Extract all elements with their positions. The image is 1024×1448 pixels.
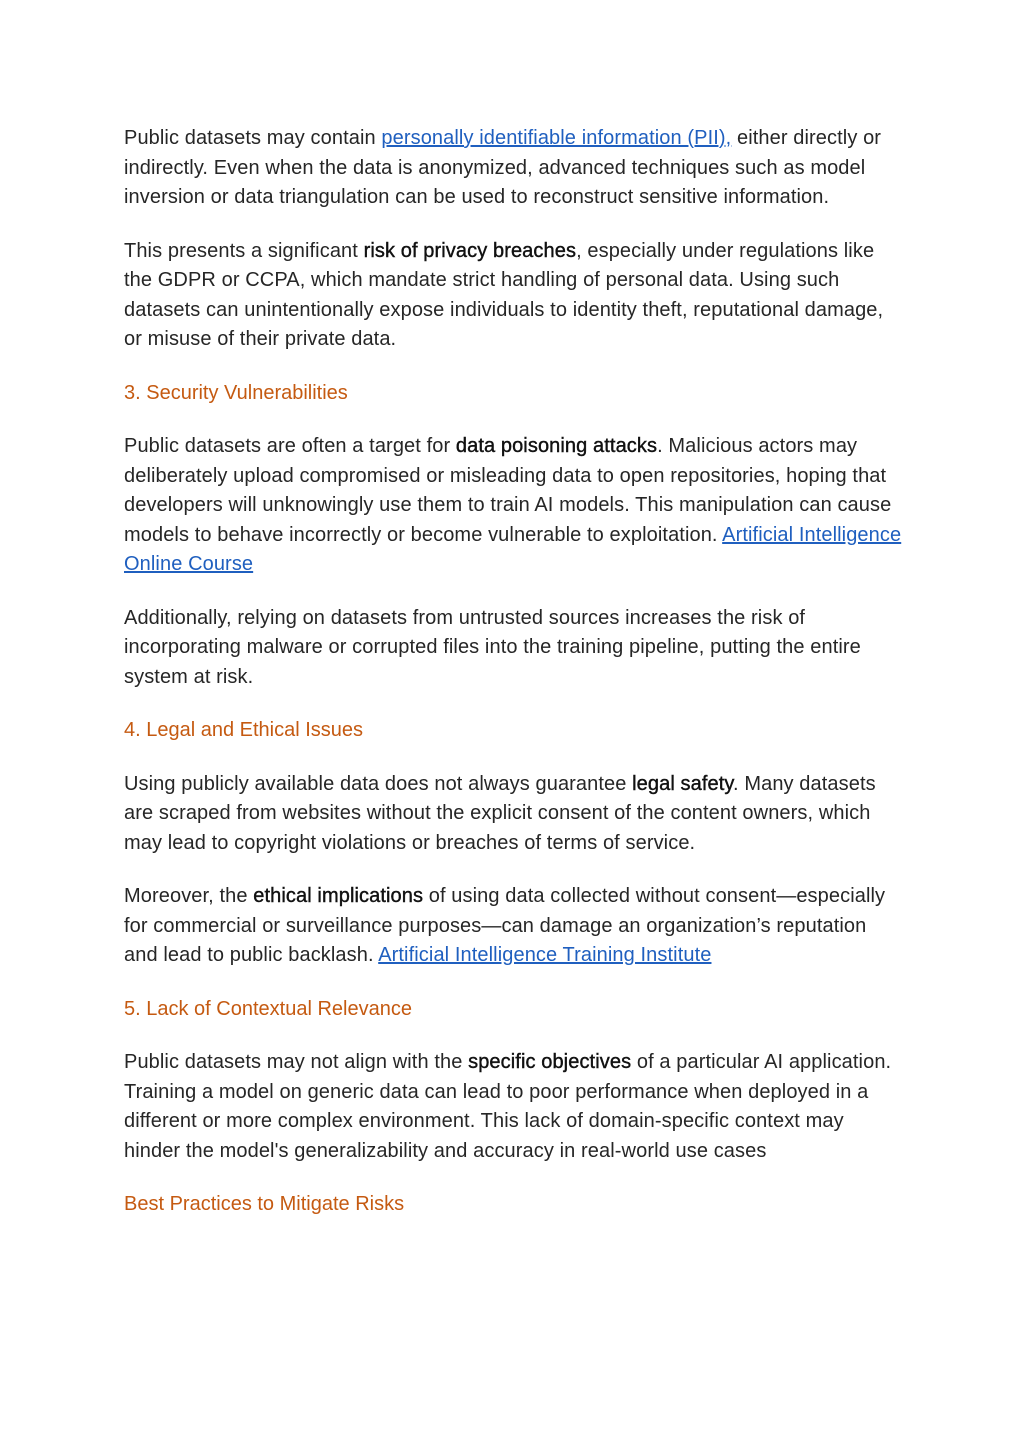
document-page (124, 124, 904, 1244)
section-heading-security: 3. Security Vulnerabilities (124, 381, 348, 404)
section-heading-context: 5. Lack of Contextual Relevance (124, 997, 412, 1020)
paragraph-specific-objectives (124, 1048, 904, 1166)
emphasis-text: specific objectives (468, 1051, 632, 1073)
emphasis-text: ethical implications (253, 885, 424, 907)
text: , especially under regulations like the GDPR or CCPA, which mandate strict handling of personal data. Using such datasets can unintentionally expose individuals to identity theft, reputational damage, or misuse of their private data. (124, 239, 884, 350)
paragraph-privacy-breaches (124, 237, 904, 355)
text: Using publicly available data does not always guarantee (124, 772, 633, 795)
emphasis-text: data poisoning attacks (455, 435, 658, 457)
link-pii[interactable]: personally identifiable information (PII), (381, 127, 732, 149)
text: of a particular AI application. Training a model on generic data can lead to poor performance when deployed in a different or more complex environment. This lack of domain-specific context may hinder the model's generalizability and accuracy in real-world use cases (124, 1051, 892, 1162)
text: . Many datasets are scraped from websites without the explicit consent of the content owners, which may lead to copyright violations or breaches of terms of service. (124, 772, 876, 854)
section-heading-best-practices: Best Practices to Mitigate Risks (124, 1193, 405, 1215)
paragraph-untrusted-sources: Additionally, relying on datasets from untrusted sources increases the risk of incorporating malware or corrupted files into the training pipeline, putting the entire system at risk. (124, 606, 861, 688)
link-ai-online-course[interactable]: Artificial Intelligence Online Course (124, 523, 902, 575)
text: Public datasets may contain (124, 127, 382, 149)
text: either directly or indirectly. Even when the data is anonymized, advanced techniques such as model inversion or data triangulation can be used to reconstruct sensitive information. (124, 127, 882, 208)
text: Public datasets are often a target for (124, 435, 456, 457)
text: of using data collected without consent—especially for commercial or surveillance purposes—can damage an organization’s reputation and lead to public backlash. (124, 885, 886, 966)
text: Public datasets may not align with the (124, 1051, 469, 1073)
text: Moreover, the (124, 885, 254, 907)
text: . Malicious actors may deliberately upload compromised or misleading data to open repositories, hoping that developers will unknowingly use them to train AI models. This manipulation can cause models to behave incorrectly or become vulnerable to exploitation. (124, 435, 892, 546)
emphasis-text: risk of privacy breaches (363, 239, 577, 262)
paragraph-ethical-implications (124, 882, 904, 971)
paragraph-data-poisoning (124, 432, 904, 580)
paragraph-pii (124, 124, 904, 213)
section-heading-legal: 4. Legal and Ethical Issues (124, 719, 364, 741)
link-ai-training-institute[interactable]: Artificial Intelligence Training Institute (378, 944, 712, 966)
text: This presents a significant (124, 239, 364, 262)
paragraph-legal-safety (124, 770, 904, 859)
emphasis-text: legal safety (632, 772, 734, 795)
